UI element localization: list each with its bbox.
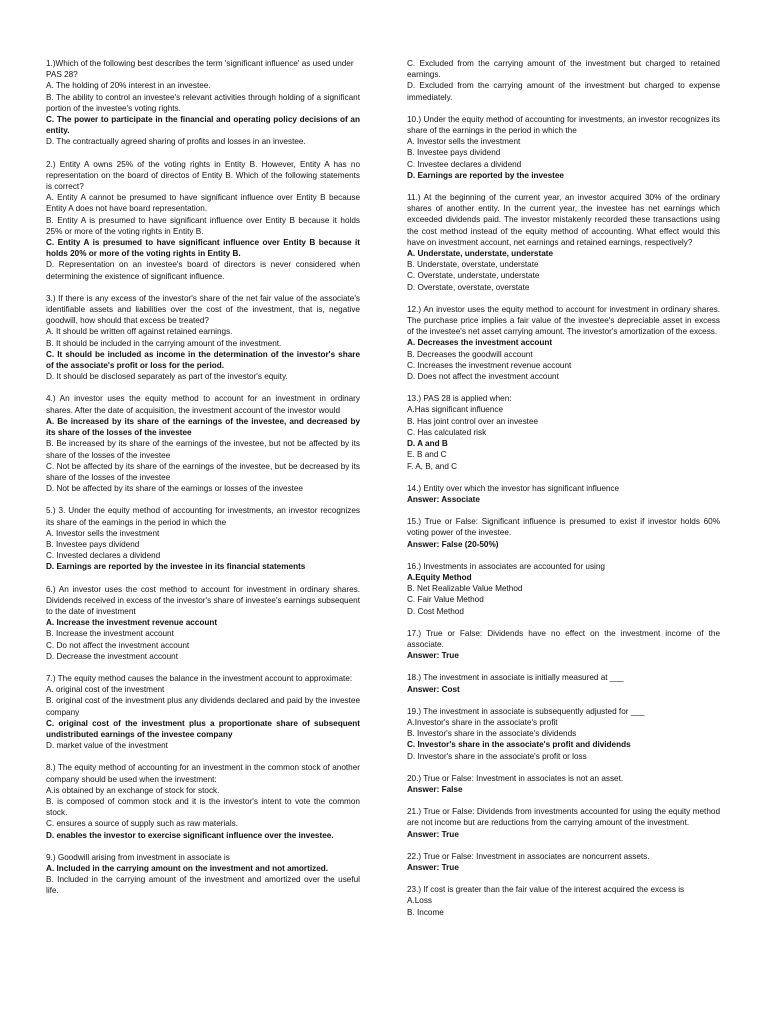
text-line: D. The contractually agreed sharing of profits and losses in an investee.	[46, 137, 306, 147]
question-block	[407, 393, 720, 471]
text-line: 8.) The equity method of accounting for an investment in the common stock of another company should be used when the investment:	[46, 763, 360, 784]
question-block	[46, 584, 360, 662]
answer-line: A. Increase the investment revenue account	[46, 618, 218, 628]
answer-line: Answer: Cost	[407, 684, 460, 694]
text-line: 20.) True or False: Investment in associates is not an asset.	[407, 773, 624, 783]
answer-line: Answer: False	[407, 784, 463, 794]
answer-line: Answer: True	[407, 829, 459, 839]
question-block	[407, 884, 720, 918]
answer-line: Answer: True	[407, 862, 459, 872]
text-line: C. Overstate, understate, understate	[407, 271, 540, 281]
answer-line: Answer: False (20-50%)	[407, 539, 499, 549]
text-line: A.Loss	[407, 896, 433, 906]
question-block	[407, 851, 720, 873]
answer-line: C. Investor's share in the associate's profit and dividends	[407, 740, 631, 750]
text-line: B. Investee pays dividend	[46, 539, 140, 549]
question-block	[407, 706, 720, 762]
question-block	[46, 852, 360, 897]
text-line: A. Investor sells the investment	[407, 137, 521, 147]
text-line: D. It should be disclosed separately as part of the investor's equity.	[46, 372, 288, 382]
text-line: A.Has significant influence	[407, 405, 504, 415]
question-block	[407, 114, 720, 181]
text-line: 12.) An investor uses the equity method to account for investment in ordinary shares. The purchase price implies a fair value of the investee's depreciable asset in excess of the investee's net asset carrying amount. The investor's amortization of the excess.	[407, 304, 720, 337]
answer-line: A. Be increased by its share of the earnings of the investee, and decreased by its share of the losses of the investee	[46, 416, 360, 438]
text-line: B. original cost of the investment plus any dividends declared and paid by the investee company	[46, 696, 360, 717]
text-line: B. Investee pays dividend	[407, 148, 501, 158]
right-column	[407, 58, 720, 929]
text-line: C. Fair Value Method	[407, 595, 484, 605]
text-line: B. Income	[407, 907, 444, 917]
text-line: D. Excluded from the carrying amount of the investment but charged to expense immediately.	[407, 81, 720, 102]
text-line: C. Excluded from the carrying amount of the investment but charged to retained earnings.	[407, 59, 720, 80]
text-line: D. Not be affected by its share of the earnings or losses of the investee	[46, 484, 303, 494]
question-block	[407, 672, 720, 694]
text-line: C. ensures a source of supply such as raw materials.	[46, 819, 239, 829]
text-line: A. Entity A cannot be presumed to have significant influence over Entity B because Entity A does not have board representation.	[46, 193, 360, 214]
text-line: B. Investor's share in the associate's dividends	[407, 729, 577, 739]
text-line: B. Has joint control over an investee	[407, 416, 539, 426]
question-block	[407, 628, 720, 662]
text-line: 1.)Which of the following best describes the term 'significant influence' as used under	[46, 59, 354, 68]
question-block	[407, 192, 720, 293]
answer-line: C. Entity A is presumed to have significant influence over Entity B because it holds 20% or more of the voting rights in Entity B.	[46, 238, 360, 259]
text-line: B. Entity A is presumed to have significant influence over Entity B because it holds 25% or more of the voting rights in Entity B.	[46, 215, 360, 236]
text-line: 10.) Under the equity method of accounting for investments, an investor recognizes its share of the earnings in the period in which the	[407, 114, 720, 136]
text-line: B. Net Realizable Value Method	[407, 584, 523, 594]
text-line: B. is composed of common stock and it is the investor's intent to vote the common stock.	[46, 796, 360, 818]
text-line: F. A, B, and C	[407, 461, 458, 471]
text-line: A.is obtained by an exchange of stock for stock.	[46, 785, 220, 795]
text-line: 11.) At the beginning of the current year, an investor acquired 30% of the ordinary shares of another entity. In the current year, the investee has net earnings which exceeded dividends paid. The investor mistakenly recorded these transactions using the cost method instead of the equity method of accounting. What effect would this have on investment account, net earnings and retained earnings, respectively?	[407, 193, 720, 247]
text-line: B. The ability to control an investee's relevant activities through holding of a significant portion of the investee's voting rights.	[46, 92, 360, 113]
question-block	[46, 58, 360, 148]
text-line: 13.) PAS 28 is applied when:	[407, 394, 512, 404]
text-line: B. It should be included in the carrying amount of the investment.	[46, 338, 282, 348]
answer-line: Answer: True	[407, 651, 459, 661]
text-line: A. Investor sells the investment	[46, 528, 160, 538]
text-line: D. Investor's share in the associate's profit or loss	[407, 751, 587, 761]
answer-line: D. Earnings are reported by the investee	[407, 170, 564, 180]
text-line: D. Cost Method	[407, 606, 464, 616]
text-line: C. Investee declares a dividend	[407, 159, 522, 169]
question-block	[46, 159, 360, 282]
text-line: 3.) If there is any excess of the investor's share of the net fair value of the associate's identifiable assets and liabilities over the cost of the investment, that is, negative goodwill, how should that excess be treated?	[46, 293, 360, 326]
text-line: 22.) True or False: Investment in associates are noncurrent assets.	[407, 851, 650, 861]
answer-line: C. The power to participate in the financial and operating policy decisions of an entity.	[46, 115, 360, 136]
question-block	[407, 516, 720, 550]
text-line: C. Has calculated risk	[407, 427, 487, 437]
text-line: D. Overstate, overstate, overstate	[407, 282, 530, 292]
text-line: 17.) True or False: Dividends have no effect on the investment income of the associate.	[407, 628, 720, 649]
text-line: 15.) True or False: Significant influence is presumed to exist if investor holds 60% voting power of the investee.	[407, 517, 720, 538]
text-line: 18.) The investment in associate is initially measured at ___	[407, 673, 624, 683]
text-line: B. Decreases the goodwill account	[407, 349, 533, 359]
text-line: 5.) 3. Under the equity method of accounting for investments, an investor recognizes its share of the earnings in the period in which the	[46, 506, 360, 527]
text-line: E. B and C	[407, 450, 447, 460]
left-column	[46, 58, 360, 908]
question-block	[407, 561, 720, 617]
question-block	[46, 762, 360, 840]
question-block	[407, 304, 720, 382]
text-line: D. Representation on an investee's board of directors is never considered when determining the existence of significant influence.	[46, 260, 360, 281]
text-line: PAS 28?	[46, 70, 78, 80]
answer-line: A.Equity Method	[407, 572, 472, 582]
text-line: A. original cost of the investment	[46, 685, 165, 695]
text-line: 21.) True or False: Dividends from investments accounted for using the equity method are not income but are reductions from the carrying amount of the investment.	[407, 807, 720, 828]
answer-line: C. original cost of the investment plus a proportionate share of subsequent undistributed earnings of the investee company	[46, 718, 360, 739]
text-line: 4.) An investor uses the equity method to account for an investment in ordinary shares. After the date of acquisition, the investment account of the investor would	[46, 394, 360, 415]
answer-line: D. A and B	[407, 439, 448, 449]
question-block	[46, 293, 360, 383]
text-line: B. Be increased by its share of the earnings of the investee, but not be affected by its share of the losses of the investee	[46, 439, 360, 460]
text-line: A. The holding of 20% interest in an investee.	[46, 81, 211, 91]
answer-line: A. Understate, understate, understate	[407, 249, 554, 259]
text-line: 16.) Investments in associates are accounted for using	[407, 561, 605, 571]
answer-line: C. It should be included as income in the determination of the investor's share of the associate's profit or loss for the period.	[46, 349, 360, 371]
text-line: 7.) The equity method causes the balance in the investment account to approximate:	[46, 673, 353, 683]
answer-line: A. Included in the carrying amount on the investment and not amortized.	[46, 864, 329, 873]
text-line: C. Do not affect the investment account	[46, 640, 190, 650]
answer-line: D. Earnings are reported by the investee in its financial statements	[46, 562, 306, 572]
question-block	[46, 673, 360, 751]
text-line: D. market value of the investment	[46, 741, 168, 751]
text-line: D. Does not affect the investment account	[407, 372, 559, 382]
answer-line: Answer: Associate	[407, 494, 480, 504]
answer-line: A. Decreases the investment account	[407, 338, 553, 348]
text-line: D. Decrease the investment account	[46, 651, 178, 661]
text-line: 14.) Entity over which the investor has significant influence	[407, 483, 620, 493]
text-line: B. Understate, overstate, understate	[407, 260, 539, 270]
text-line: A. It should be written off against retained earnings.	[46, 327, 233, 337]
text-line: 6.) An investor uses the cost method to account for investment in ordinary shares. Dividends received in excess of the investor's share of investee's earnings subsequent to the date of investment	[46, 584, 360, 616]
text-line: 23.) If cost is greater than the fair value of the interest acquired the excess is	[407, 885, 685, 895]
text-line: 19.) The investment in associate is subsequently adjusted for ___	[407, 706, 645, 716]
question-block	[46, 505, 360, 572]
text-line: C. Invested declares a dividend	[46, 551, 161, 561]
text-line: B. Increase the investment account	[46, 629, 174, 639]
question-block	[46, 393, 360, 494]
question-block	[407, 773, 720, 795]
text-line: C. Not be affected by its share of the earnings of the investee, but be decreased by its share of the losses of the investee	[46, 461, 360, 482]
text-line: 2.) Entity A owns 25% of the voting rights in Entity B. However, Entity A has no representation on the board of directos of Entity B. Which of the following statements is correct?	[46, 159, 360, 192]
answer-line: D. enables the investor to exercise significant influence over the investee.	[46, 830, 334, 840]
text-line: B. Included in the carrying amount of the investment and amortized over the useful life.	[46, 875, 360, 896]
text-line: A.Investor's share in the associate's profit	[407, 717, 558, 727]
question-block	[407, 483, 720, 505]
text-line: C. Increases the investment revenue account	[407, 360, 572, 370]
question-block	[407, 58, 720, 103]
text-line: 9.) Goodwill arising from investment in associate is	[46, 852, 230, 862]
question-block	[407, 806, 720, 840]
